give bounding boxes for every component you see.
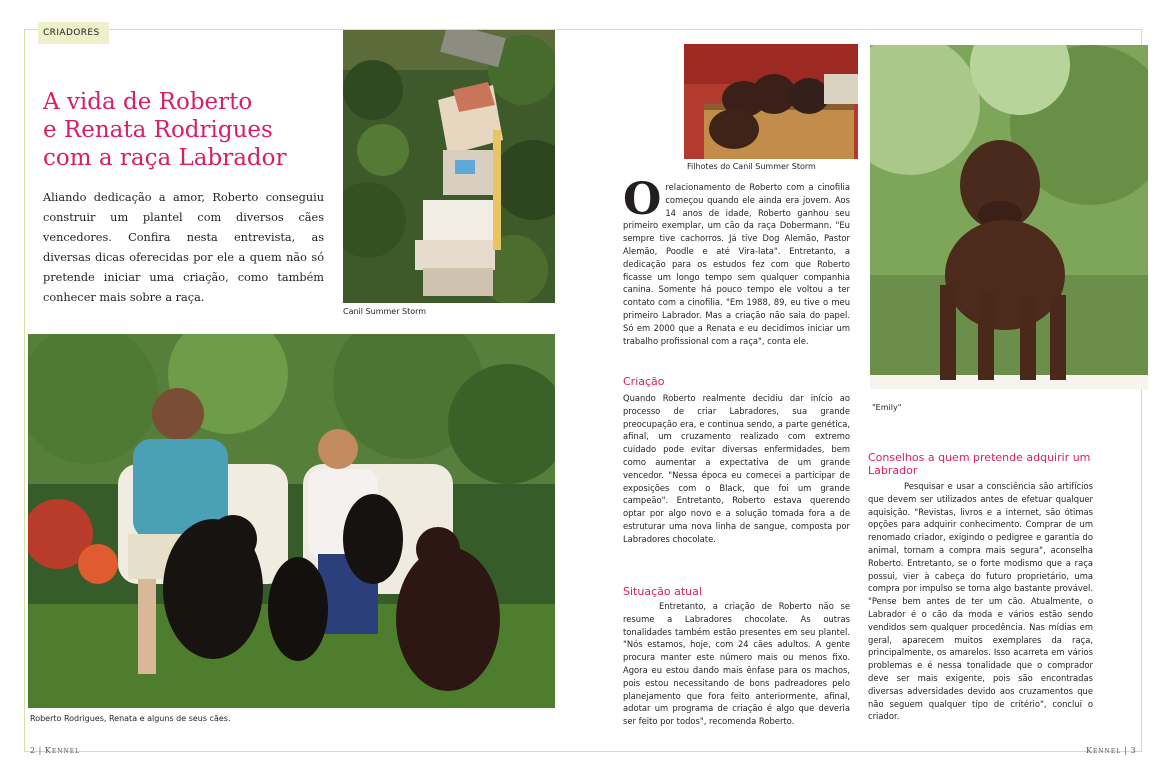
- folio-left: [30, 746, 80, 755]
- folio-brand-right: Kennel: [1086, 746, 1122, 755]
- headline-line-1: A vida de Roberto: [43, 89, 253, 115]
- article-column-criacao: [623, 392, 850, 546]
- puppies-caption: Filhotes do Canil Summer Storm: [687, 162, 816, 171]
- folio-right: [1086, 746, 1136, 755]
- criacao-paragraph: Quando Roberto realmente decidiu dar início ao processo de criar Labradores, sua grande preocupação era, e continua sendo, a parte genética, afinal, um cruzamento realizado com extremo cuidado pode evitar diversas enfermidades, bem como aumentar a expectativa de um grande vencedor. "Nessa época eu comecei a participar de exposições com o Black, que foi um grande campeão". Entretanto, Roberto estava querendo optar por algo novo e a solução tomada fora a de estruturar uma nova linha de sangue, composta por Labradores chocolate.: [623, 393, 850, 544]
- emily-caption: "Emily": [872, 403, 902, 412]
- article-column-1: [623, 174, 850, 347]
- group-photo: [28, 334, 555, 708]
- opening-paragraph: [623, 174, 850, 347]
- aerial-kennel-photo: [343, 30, 555, 303]
- headline-line-3: com a raça Labrador: [43, 145, 287, 171]
- group-caption: Roberto Rodrigues, Renata e alguns de seus cães.: [30, 714, 231, 723]
- article-headline: [43, 88, 333, 172]
- subhead-criacao: Criação: [623, 375, 665, 388]
- folio-brand-left: Kennel: [44, 746, 81, 755]
- puppies-photo: [684, 44, 858, 159]
- subhead-conselhos: Conselhos a quem pretende adquirir um Labrador: [868, 451, 1091, 477]
- top-rule: [24, 29, 1142, 30]
- article-column-situacao: [623, 600, 850, 728]
- drop-cap: O: [623, 174, 662, 225]
- article-intro: Aliando dedicação a amor, Roberto conseguiu construir um plantel com diversos cães vencedores. Confira nesta entrevista, as diversas dicas oferecidas por ele a quem não só pretende iniciar uma criação, como também conhecer mais sobre a raça.: [43, 191, 324, 304]
- headline-line-2: e Renata Rodrigues: [43, 117, 273, 143]
- conselhos-paragraph: Pesquisar e usar a consciência são artifícios que devem ser utilizados antes de efetuar qualquer aquisição. "Revistas, livros e a internet, são ótimas opções para adquirir conhecimento. Comprar de um renomado criador, exigindo o pedigree e garantia do animal, tornam a compra mais segura", aconselha Roberto. Entretanto, se o forte modismo que a raça possui, vier à cabeça do futuro proprietário, uma compra por impulso se torna algo bastante provável. "Pense bem antes de ter um cão. Atualmente, o Labrador é o cão da moda e vários estão sendo vendidos sem qualquer procedência. Nas mídias em geral, aparecem muitos exemplares da raça, principalmente, os amarelos. Isso acarreta em vários problemas e é nessa tonalidade que o comprador deve ser mais exigente, pois são encontradas diversas adversidades devido aos cruzamentos que não seguem qualquer tipo de critério", conclui o criador.: [868, 481, 1093, 722]
- page-number-right: 3: [1130, 746, 1137, 755]
- subhead-situacao: Situação atual: [623, 585, 702, 598]
- opening-paragraph-text: relacionamento de Roberto com a cinofilia começou quando ele ainda era jovem. Aos 14 anos de idade, Roberto ganhou seu primeiro exemplar, um cão da raça Dobermann. "Eu sempre tive cachorros. Já tive Dog Alemão, Pastor Alemão, Poodle e até Vira-lata". Entretanto, a dedicação para os estudos fez com que Roberto ficasse um longo tempo sem qualquer companhia canina. Somente há pouco tempo ele voltou a ter contato com a cinofilia. "Em 1988, 89, eu tive o meu primeiro Labrador. Mas a criação não saia do papel. Só em 2000 que a Renata e eu decidimos iniciar um trabalho profissional com a raça", conta ele.: [623, 182, 850, 346]
- aerial-caption: Canil Summer Storm: [343, 307, 427, 316]
- article-column-conselhos: [868, 480, 1093, 723]
- left-rule: [24, 29, 25, 751]
- section-tab: CRIADORES: [38, 22, 109, 44]
- emily-dog-photo: [870, 45, 1148, 389]
- page-number-left: 2: [30, 746, 36, 755]
- bottom-rule: [24, 751, 1142, 752]
- folio-separator-left: |: [38, 746, 42, 755]
- folio-separator-right: |: [1124, 746, 1128, 755]
- situacao-paragraph: Entretanto, a criação de Roberto não se resume a Labradores chocolate. As outras tonalidades também estão presentes em seu plantel. "Nós estamos, hoje, com 24 cães adultos. A gente procura manter este número mais ou menos fixo. Agora eu estou dando mais ênfase para os machos, pois estou necessitando de bons padreadores pelo planejamento que fora feito anteriormente, afinal, adotar um programa de criação é algo que deveria ser feito por todos", recomenda Roberto.: [623, 601, 850, 727]
